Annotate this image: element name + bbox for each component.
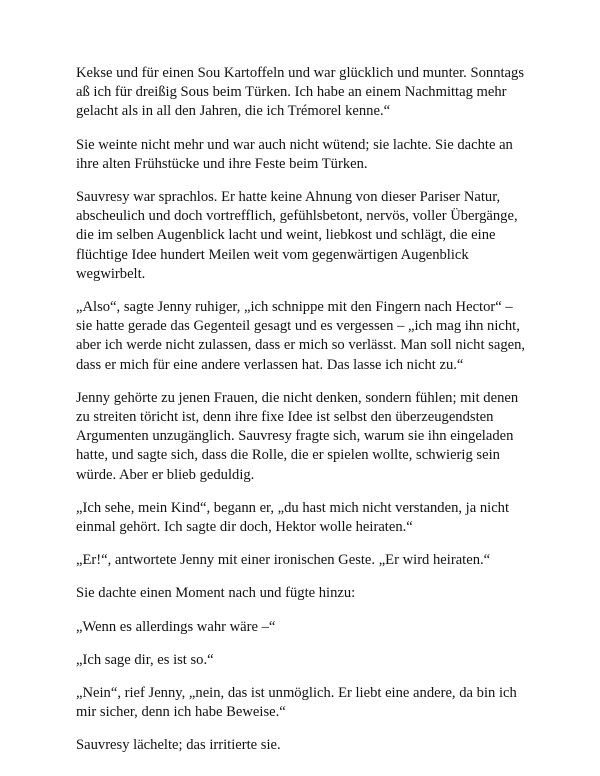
paragraph-5: Jenny gehörte zu jenen Frauen, die nicht denken, sondern fühlen; mit denen zu streiten töricht ist, denn ihre fixe Idee ist selbst den überzeugendsten Argumenten unzugänglich. Sauvresy fragte sich, warum sie ihn eingeladen hatte, und sagte sich, dass die Rolle, die er spielen wollte, schwierig sein würde. Aber er blieb geduldig.: [76, 389, 519, 483]
paragraph-12: Sauvresy lächelte; das irritierte sie.: [76, 737, 281, 754]
paragraph-11: „Nein“, rief Jenny, „nein, das ist unmöglich. Er liebt eine andere, da bin ich mir sicher, denn ich habe Beweise.“: [76, 685, 517, 721]
paragraph-4: „Also“, sagte Jenny ruhiger, „ich schnippe mit den Fingern nach Hector“ – sie hatte gerade das Gegenteil gesagt und es vergessen – „ich mag ihn nicht, aber ich werde nicht zulassen, dass er mich so verlässt. Man soll nicht sagen, dass er mich für eine andere verlassen hat. Das lasse ich nicht zu.“: [76, 299, 526, 373]
paragraph-10: „Ich sage dir, es ist so.“: [76, 651, 214, 668]
paragraph-1: Kekse und für einen Sou Kartoffeln und war glücklich und munter. Sonntags aß ich für dreißig Sous beim Türken. Ich habe an einem Nachmittag mehr gelacht als in all den Jahren, die ich Trémorel kenne.“: [76, 65, 524, 120]
paragraph-3: Sauvresy war sprachlos. Er hatte keine Ahnung von dieser Pariser Natur, abscheulich und doch vortrefflich, gefühlsbetont, nervös, voller Übergänge, die im selben Augenblick lacht und weint, liebkost und schlägt, die eine flüchtige Idee hundert Meilen weit vom gegenwärtigen Augenblick wegwirbelt.: [76, 189, 518, 282]
paragraph-7: „Er!“, antwortete Jenny mit einer ironischen Geste. „Er wird heiraten.“: [76, 552, 491, 569]
paragraph-2: Sie weinte nicht mehr und war auch nicht wütend; sie lachte. Sie dachte an ihre alten Frühstücke und ihre Feste beim Türken.: [76, 136, 513, 172]
paragraph-9: „Wenn es allerdings wahr wäre –“: [76, 618, 276, 635]
paragraph-8: Sie dachte einen Moment nach und fügte hinzu:: [76, 585, 356, 602]
document-page: [76, 64, 532, 770]
paragraph-6: „Ich sehe, mein Kind“, begann er, „du hast mich nicht verstanden, ja nicht einmal gehört. Ich sagte dir doch, Hektor wolle heiraten.“: [76, 499, 510, 536]
